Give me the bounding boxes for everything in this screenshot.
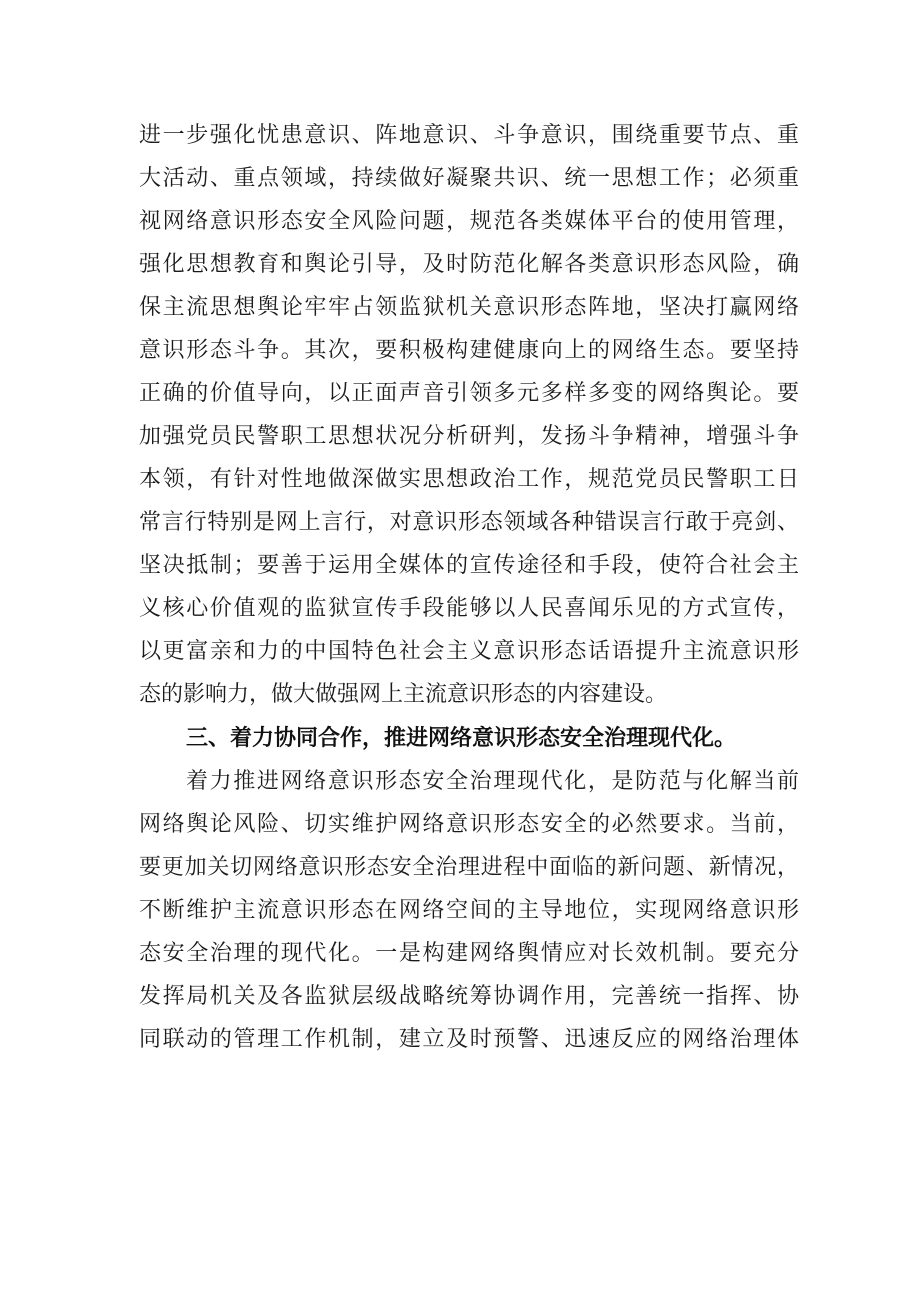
paragraph-line: 不断维护主流意识形态在网络空间的主导地位，实现网络意识形	[139, 898, 799, 923]
paragraph-line: 强化思想教育和舆论引导，及时防范化解各类意识形态风险，确	[139, 252, 799, 277]
paragraph-line: 发挥局机关及各监狱层级战略统筹协调作用，完善统一指挥、协	[139, 984, 799, 1009]
paragraph-line: 态安全治理的现代化。一是构建网络舆情应对长效机制。要充分	[139, 941, 799, 966]
paragraph-line: 正确的价值导向，以正面声音引领多元多样多变的网络舆论。要	[139, 381, 799, 406]
paragraph-line: 常言行特别是网上言行，对意识形态领域各种错误言行敢于亮剑、	[139, 510, 799, 535]
paragraph-line: 加强党员民警职工思想状况分析研判，发扬斗争精神，增强斗争	[139, 424, 799, 449]
section-heading: 三、着力协同合作，推进网络意识形态安全治理现代化。	[186, 726, 737, 751]
paragraph-line: 着力推进网络意识形态安全治理现代化，是防范与化解当前	[186, 769, 799, 794]
paragraph-line: 以更富亲和力的中国特色社会主义意识形态话语提升主流意识形	[139, 639, 799, 664]
paragraph-line: 视网络意识形态安全风险问题，规范各类媒体平台的使用管理，	[139, 209, 799, 234]
paragraph-line: 同联动的管理工作机制，建立及时预警、迅速反应的网络治理体	[139, 1027, 799, 1052]
paragraph-line: 态的影响力，做大做强网上主流意识形态的内容建设。	[139, 682, 668, 707]
paragraph-line: 进一步强化忧患意识、阵地意识、斗争意识，围绕重要节点、重	[139, 123, 799, 148]
paragraph-line: 保主流思想舆论牢牢占领监狱机关意识形态阵地，坚决打赢网络	[139, 295, 799, 320]
paragraph-line: 本领，有针对性地做深做实思想政治工作，规范党员民警职工日	[139, 467, 799, 492]
paragraph-line: 要更加关切网络意识形态安全治理进程中面临的新问题、新情况，	[139, 855, 799, 880]
paragraph-line: 义核心价值观的监狱宣传手段能够以人民喜闻乐见的方式宣传，	[139, 596, 799, 621]
paragraph-line: 意识形态斗争。其次，要积极构建健康向上的网络生态。要坚持	[139, 338, 799, 363]
paragraph-line: 大活动、重点领域，持续做好凝聚共识、统一思想工作；必须重	[139, 166, 799, 191]
paragraph-line: 坚决抵制；要善于运用全媒体的宣传途径和手段，使符合社会主	[139, 553, 799, 578]
paragraph-line: 网络舆论风险、切实维护网络意识形态安全的必然要求。当前，	[139, 812, 799, 837]
